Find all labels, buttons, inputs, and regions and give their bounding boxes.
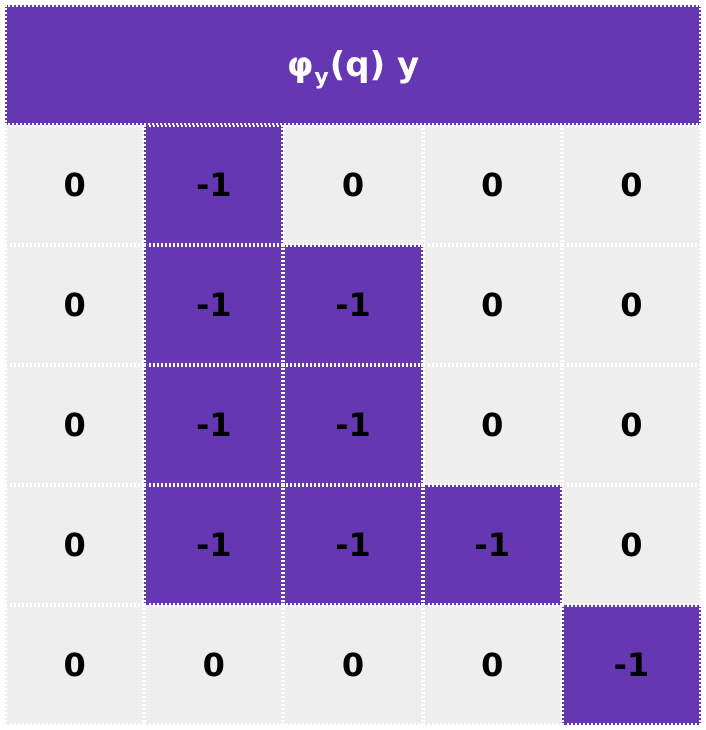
matrix-cell: 0 <box>423 125 562 245</box>
phi-matrix <box>5 5 701 727</box>
matrix-cell: 0 <box>283 125 422 245</box>
matrix-cell: 0 <box>423 245 562 365</box>
header-subscript: y <box>314 64 329 90</box>
matrix-cell: 0 <box>5 605 144 725</box>
matrix-cell: 0 <box>562 245 701 365</box>
matrix-cell: 0 <box>562 365 701 485</box>
matrix-cell: 0 <box>5 245 144 365</box>
matrix-cell: 0 <box>5 125 144 245</box>
matrix-cell: -1 <box>283 485 422 605</box>
matrix-cell: -1 <box>283 365 422 485</box>
matrix-cell: 0 <box>562 125 701 245</box>
matrix-cell: -1 <box>144 365 283 485</box>
matrix-cell: -1 <box>562 605 701 725</box>
header-symbol: φ <box>286 45 314 85</box>
matrix-cell: 0 <box>144 605 283 725</box>
matrix-cells <box>5 125 701 725</box>
matrix-cell: -1 <box>144 245 283 365</box>
matrix-cell: 0 <box>283 605 422 725</box>
matrix-cell: 0 <box>423 365 562 485</box>
matrix-cell: -1 <box>283 245 422 365</box>
matrix-cell: 0 <box>423 605 562 725</box>
header-argument: (q) y <box>329 45 420 85</box>
matrix-cell: 0 <box>5 485 144 605</box>
matrix-header <box>5 5 701 125</box>
matrix-cell: -1 <box>144 125 283 245</box>
matrix-cell: 0 <box>5 365 144 485</box>
matrix-cell: 0 <box>562 485 701 605</box>
matrix-cell: -1 <box>144 485 283 605</box>
matrix-cell: -1 <box>423 485 562 605</box>
